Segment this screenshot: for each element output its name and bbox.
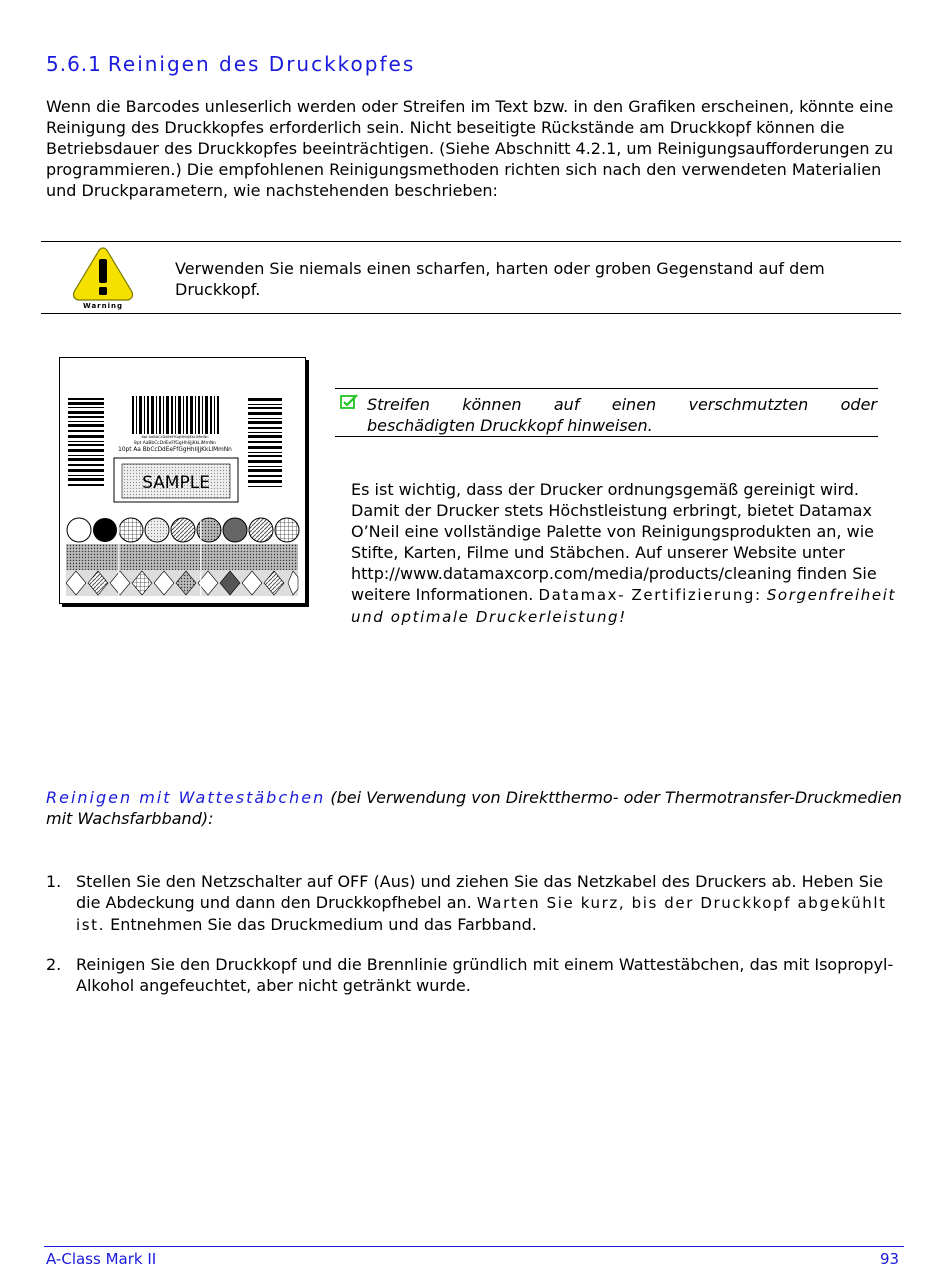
sample-font-line-10pt: 10pt Aa BbCcDdEeFfGgHhIiJjKkLlMmNn xyxy=(118,447,232,453)
diamond-pattern-row xyxy=(66,570,298,596)
sample-text: SAMPLE xyxy=(142,473,210,493)
warning-icon-label: Warning xyxy=(82,302,124,310)
left-barcode xyxy=(68,398,104,486)
step-1-text-a: Stellen Sie den Netzschalter auf OFF (Aus) und ziehen Sie das Netzkabel des Druckers ab. Heben Sie die Abdeckung und dann den Druckkopfhebel an. xyxy=(76,872,884,912)
footer-page-number: 93 xyxy=(880,1250,900,1268)
cleaning-products-paragraph xyxy=(351,479,896,628)
sample-font-line-8pt: 8pt AaBbCcDdEeFfGgHhIiJjKkLlMmNn xyxy=(134,441,216,446)
certification-slogan: Sorgenfreiheit und optimale Druckerleistung! xyxy=(351,586,896,626)
swab-subtitle: (bei Verwendung von Direktthermo- oder Thermotransfer-Druckmedien mit Wachsfarbband): xyxy=(46,788,902,828)
step-1-text-b: Warten Sie kurz, bis der Druckkopf abgekühlt ist. xyxy=(76,894,887,934)
warning-bottom-rule xyxy=(41,313,901,314)
note-line-2: beschädigten Druckkopf hinweisen. xyxy=(367,416,653,435)
warning-top-rule xyxy=(41,241,901,242)
sample-label-image xyxy=(59,357,306,604)
note-bottom-rule xyxy=(335,436,878,437)
cleaning-products-text: Es ist wichtig, dass der Drucker ordnungsgemäß gereinigt wird. Damit der Drucker stets Höchstleistung erbringt, bietet Datamax O’Neil eine vollständige Palette von Reinigungsprodukten an, wie Stifte, Karten, Filme und Stäbchen. Auf unserer Website unter http://www.datamaxcorp.com/media/products/cleaning finden Sie weitere Informationen. xyxy=(351,480,877,604)
footer-rule xyxy=(44,1246,904,1247)
sample-font-line-6pt: 6pt AaBbCcDdEeFfGgHhIiJjKkLlMmNn xyxy=(141,435,209,439)
swab-title: Reinigen mit Wattestäbchen xyxy=(46,788,326,807)
intro-paragraph: Wenn die Barcodes unleserlich werden oder Streifen im Text bzw. in den Grafiken erscheinen, könnte eine Reinigung des Druckkopfes erforderlich sein. Nicht beseitigte Rückstände am Druckkopf können die Betriebsdauer des Druckkopfes beeinträchtigen. (Siehe Abschnitt 4.2.1, um Reinigungsaufforderungen zu programmieren.) Die empfohlenen Reinigungsmethoden richten sich nach den verwendeten Materialien und Druckparametern, wie nachstehenden beschrieben: xyxy=(46,97,894,200)
note-line-1: Streifen können auf einen verschmutzten oder xyxy=(367,395,877,414)
step-1-number: 1. xyxy=(46,872,62,891)
step-2-number: 2. xyxy=(46,955,62,974)
center-barcode xyxy=(132,396,219,434)
note-text xyxy=(367,394,877,436)
note-top-rule xyxy=(335,388,878,389)
section-heading xyxy=(46,52,415,76)
swab-section-title xyxy=(46,787,906,829)
step-1-text-c: Entnehmen Sie das Druckmedium und das Farbband. xyxy=(110,915,537,934)
checkbox-icon xyxy=(340,394,358,410)
section-title: Reinigen des Druckkopfes xyxy=(107,52,416,76)
circle-pattern-row xyxy=(67,518,299,542)
footer-manual-name: A-Class Mark II xyxy=(46,1250,157,1268)
certification-label: Datamax- Zertifizierung: xyxy=(538,586,762,604)
step-2-text: Reinigen Sie den Druckkopf und die Brennlinie gründlich mit einem Wattestäbchen, das mit Isopropyl-Alkohol angefeuchtet, aber nicht getränkt wurde. xyxy=(76,955,894,995)
section-number: 5.6.1 xyxy=(46,52,102,76)
warning-icon xyxy=(70,246,136,310)
warning-text: Verwenden Sie niemals einen scharfen, harten oder groben Gegenstand auf dem Druckkopf. xyxy=(175,259,825,299)
step-1-text xyxy=(76,871,896,936)
gray-band xyxy=(66,544,298,570)
right-barcode xyxy=(248,398,282,487)
